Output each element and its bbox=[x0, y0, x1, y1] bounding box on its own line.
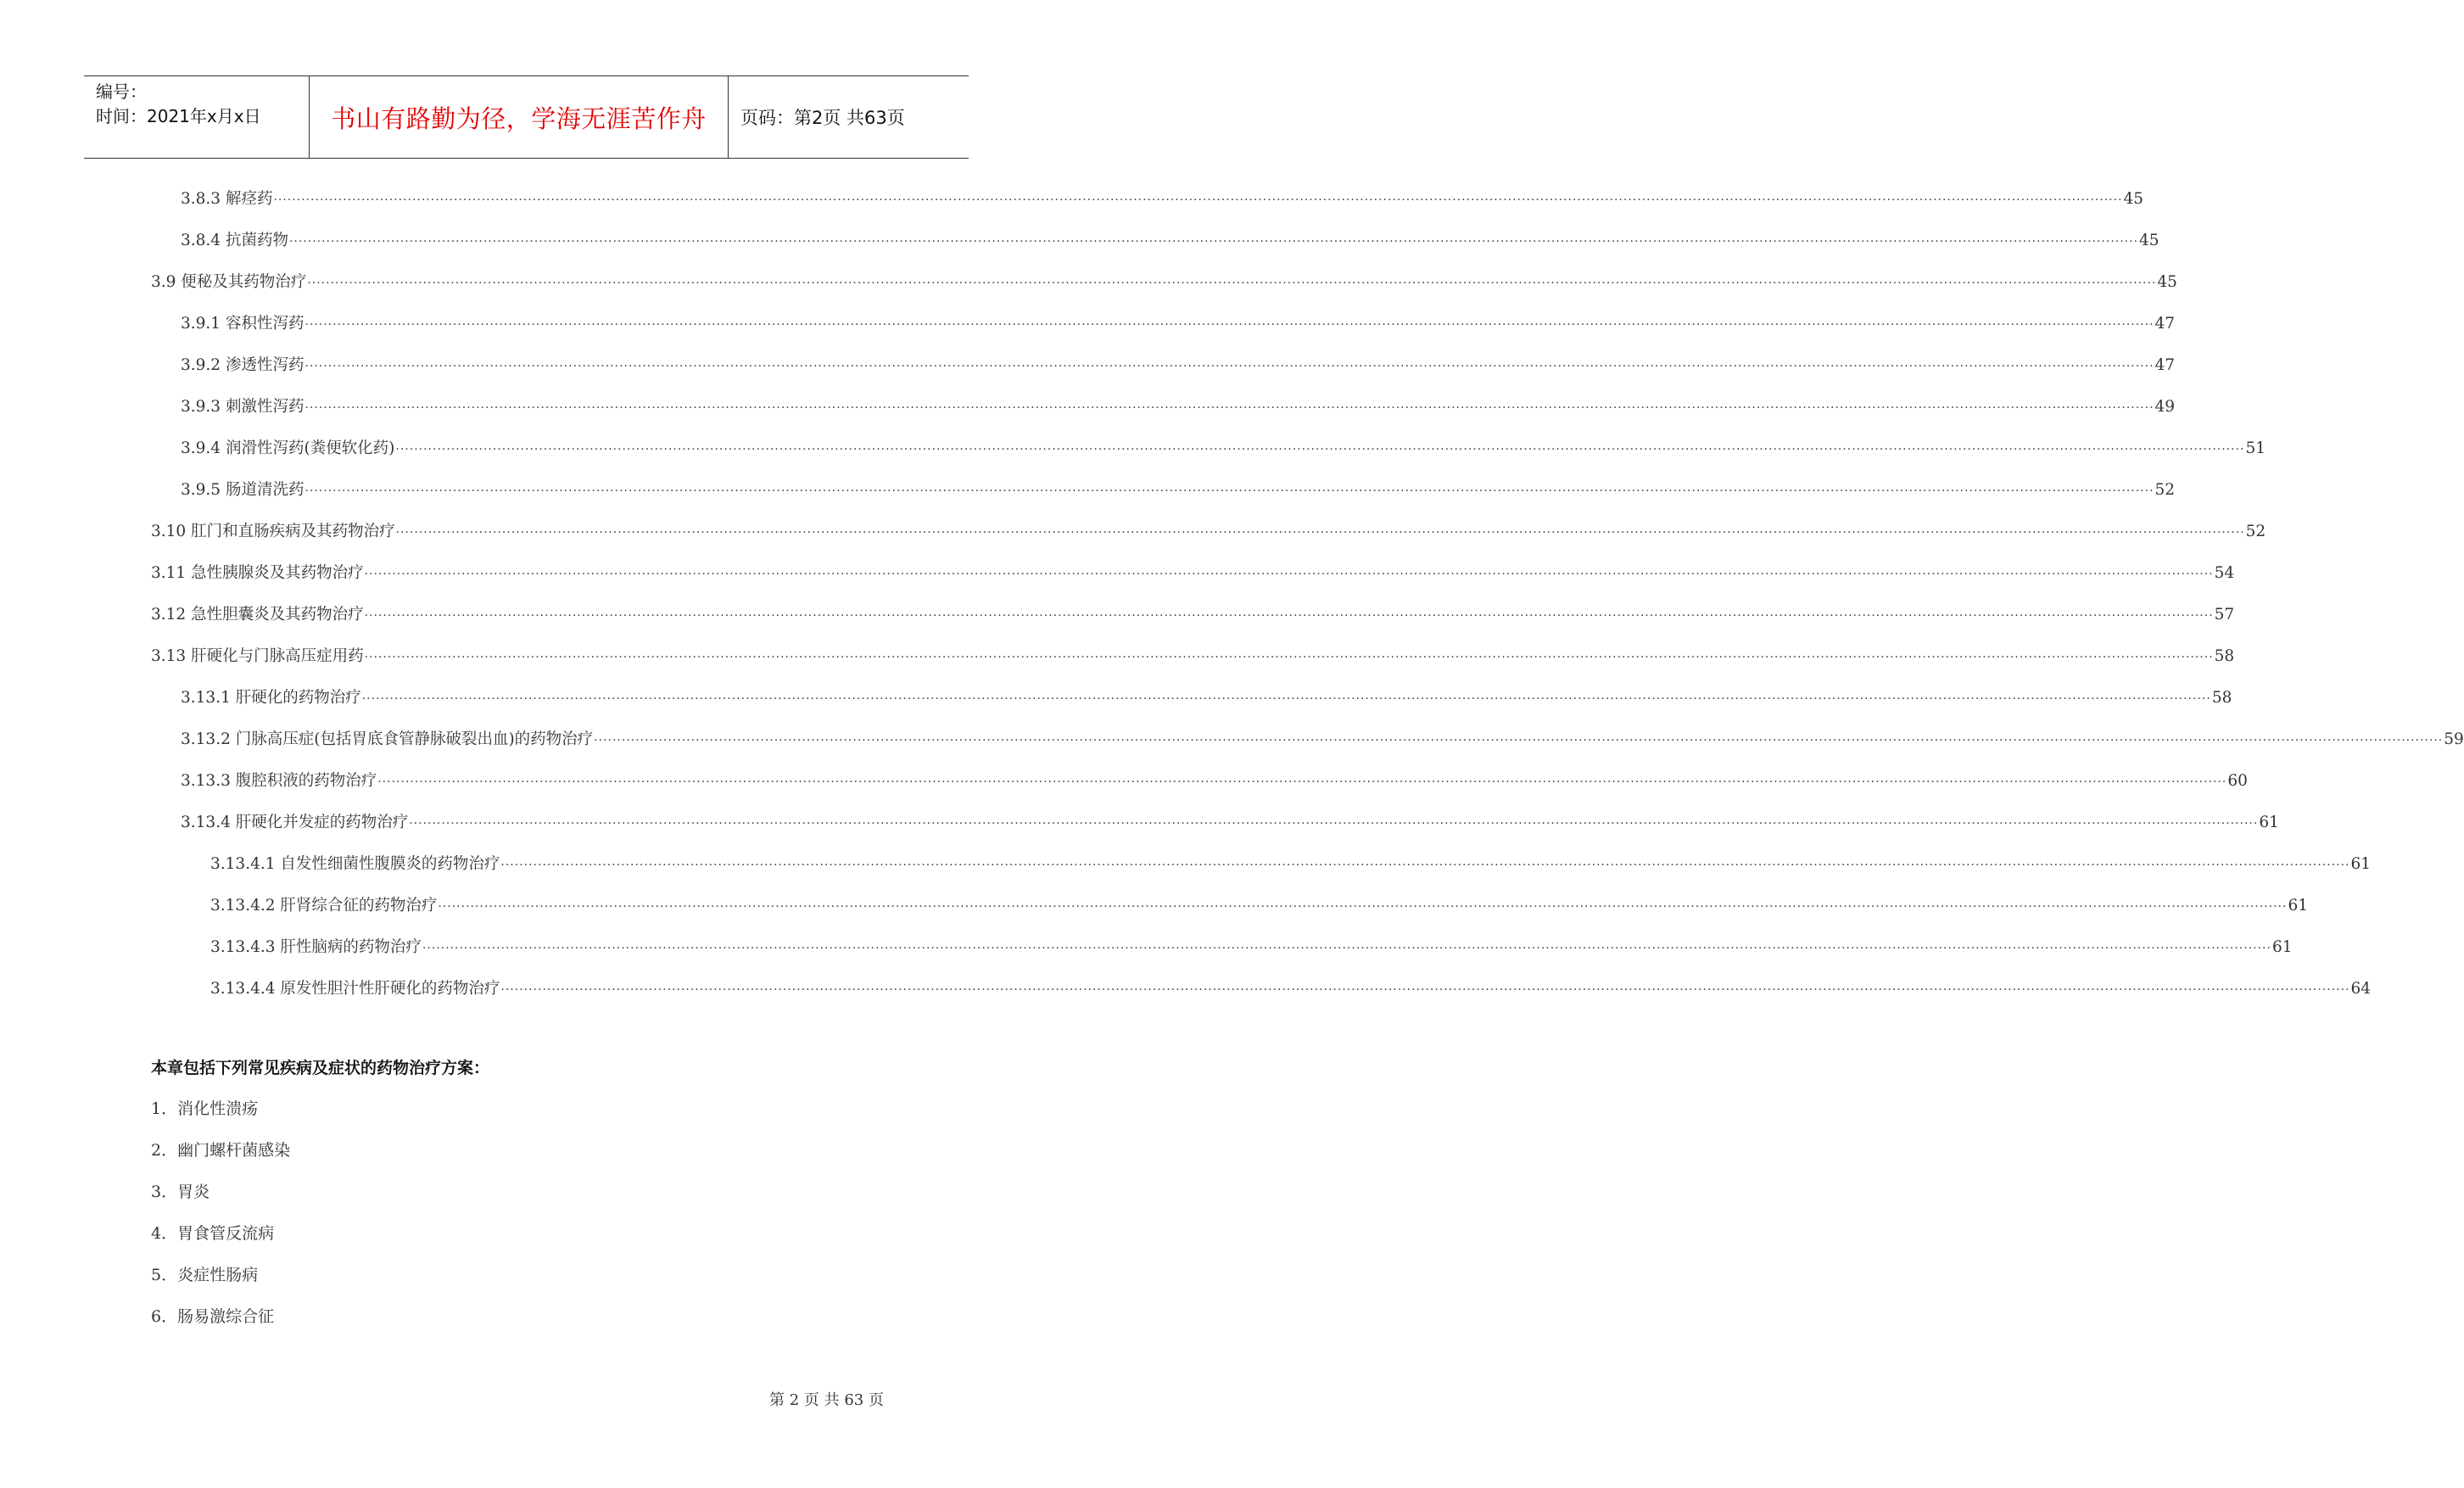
toc-entry[interactable] bbox=[181, 685, 2232, 711]
toc-leader-dots: ················································································································································································································································································································································································································ bbox=[395, 443, 2245, 456]
toc-entry[interactable] bbox=[181, 769, 2248, 794]
list-item: 5．炎症性肠病 bbox=[151, 1266, 259, 1284]
toc-entry[interactable] bbox=[181, 727, 2464, 752]
toc-entry[interactable] bbox=[210, 976, 2372, 1002]
toc-entry-page: 59 bbox=[2444, 730, 2464, 748]
toc-entry[interactable] bbox=[151, 270, 2177, 295]
toc-leader-dots: ················································································································································································································································································································································································································ bbox=[305, 360, 2154, 373]
toc-entry[interactable] bbox=[151, 519, 2266, 545]
toc-leader-dots: ················································································································································································································································································································································································································ bbox=[395, 526, 2245, 540]
toc-entry[interactable] bbox=[181, 810, 2279, 836]
toc-leader-dots: ················································································································································································································································································································································································································ bbox=[364, 651, 2214, 664]
list-item: 3．胃炎 bbox=[151, 1183, 210, 1201]
header-meta bbox=[84, 76, 309, 158]
toc-entry[interactable] bbox=[181, 187, 2144, 212]
toc-entry-page: 47 bbox=[2154, 356, 2176, 374]
toc-entry-page: 58 bbox=[2214, 647, 2235, 665]
list-item: 6．肠易激综合征 bbox=[151, 1307, 275, 1326]
toc-entry[interactable] bbox=[210, 893, 2308, 919]
page-footer: 第 2 页 共 63 页 bbox=[769, 1391, 884, 1409]
toc-entry[interactable] bbox=[181, 353, 2176, 378]
section-title: 本章包括下列常见疾病及症状的药物治疗方案： bbox=[151, 1059, 490, 1077]
toc-entry[interactable] bbox=[210, 852, 2372, 877]
toc-entry-title: 3.9 便秘及其药物治疗 bbox=[151, 273, 307, 291]
toc-entry-page: 60 bbox=[2227, 772, 2248, 790]
toc-entry-page: 61 bbox=[2271, 938, 2293, 956]
toc-entry-title: 3.10 肛门和直肠疾病及其药物治疗 bbox=[151, 523, 395, 540]
toc-entry-page: 57 bbox=[2214, 606, 2235, 624]
toc-entry-page: 51 bbox=[2245, 439, 2266, 457]
toc-leader-dots: ················································································································································································································································································································································································································ bbox=[305, 401, 2154, 415]
toc-leader-dots: ················································································································································································································································································································································································································ bbox=[377, 775, 2227, 789]
toc-leader-dots: ················································································································································································································································································································································································································ bbox=[500, 859, 2350, 872]
toc-leader-dots: ················································································································································································································································································································································································································ bbox=[364, 609, 2214, 623]
toc-leader-dots: ················································································································································································································································································································································································································ bbox=[594, 734, 2444, 747]
number-label: 编号： bbox=[96, 81, 147, 102]
toc-leader-dots: ················································································································································································································································································································································································································ bbox=[500, 983, 2350, 997]
toc-leader-dots: ················································································································································································································································································································································································································ bbox=[273, 193, 2123, 207]
toc-entry-page: 47 bbox=[2154, 315, 2176, 333]
toc-entry-page: 61 bbox=[2350, 855, 2372, 873]
toc-leader-dots: ················································································································································································································································································································································································································ bbox=[307, 277, 2157, 290]
toc-entry-page: 52 bbox=[2154, 481, 2176, 499]
toc-entry-page: 45 bbox=[2157, 273, 2177, 291]
toc-entry-title: 3.13.4.1 自发性细菌性腹膜炎的药物治疗 bbox=[210, 855, 500, 873]
toc-leader-dots: ················································································································································································································································································································································································································ bbox=[361, 692, 2211, 706]
toc-entry[interactable] bbox=[151, 644, 2235, 669]
toc-entry-title: 3.9.5 肠道清洗药 bbox=[181, 481, 305, 499]
toc-entry-title: 3.13 肝硬化与门脉高压症用药 bbox=[151, 647, 364, 665]
toc-entry-page: 61 bbox=[2259, 814, 2279, 831]
header-motto: 书山有路勤为径，学海无涯苦作舟 bbox=[309, 76, 729, 158]
header-page-info: 页码：第2页 共63页 bbox=[740, 108, 905, 128]
toc-entry-page: 54 bbox=[2214, 564, 2235, 582]
toc-leader-dots: ················································································································································································································································································································································································································ bbox=[305, 484, 2154, 498]
toc-entry-title: 3.13.4.2 肝肾综合征的药物治疗 bbox=[210, 897, 438, 915]
toc-entry[interactable] bbox=[151, 561, 2235, 586]
toc-entry-page: 58 bbox=[2211, 689, 2232, 707]
toc-leader-dots: ················································································································································································································································································································································································································ bbox=[422, 942, 2271, 955]
toc-entry[interactable] bbox=[181, 311, 2176, 337]
toc-entry-title: 3.13.3 腹腔积液的药物治疗 bbox=[181, 772, 377, 790]
toc-entry-title: 3.9.2 渗透性泻药 bbox=[181, 356, 305, 374]
toc-entry[interactable] bbox=[181, 394, 2176, 420]
toc-entry-page: 61 bbox=[2288, 897, 2308, 915]
toc-entry-title: 3.9.3 刺激性泻药 bbox=[181, 398, 305, 416]
toc-entry-page: 64 bbox=[2350, 980, 2372, 998]
toc-entry-title: 3.12 急性胆囊炎及其药物治疗 bbox=[151, 606, 364, 624]
toc-leader-dots: ················································································································································································································································································································································································································ bbox=[288, 235, 2139, 249]
toc-entry[interactable] bbox=[181, 228, 2159, 254]
time-label: 时间：2021年x月x日 bbox=[96, 106, 261, 126]
toc-entry-page: 52 bbox=[2245, 523, 2266, 540]
toc-entry-title: 3.13.1 肝硬化的药物治疗 bbox=[181, 689, 361, 707]
toc-entry[interactable] bbox=[151, 602, 2235, 628]
toc-entry-page: 45 bbox=[2123, 190, 2144, 208]
toc-entry-title: 3.13.4.4 原发性胆汁性肝硬化的药物治疗 bbox=[210, 980, 500, 998]
toc-entry-title: 3.8.4 抗菌药物 bbox=[181, 232, 288, 249]
toc-entry-page: 49 bbox=[2154, 398, 2176, 416]
toc-entry-title: 3.13.2 门脉高压症(包括胃底食管静脉破裂出血)的药物治疗 bbox=[181, 730, 594, 748]
toc-entry[interactable] bbox=[181, 436, 2266, 462]
toc-entry-page: 45 bbox=[2139, 232, 2159, 249]
toc-entry[interactable] bbox=[181, 478, 2176, 503]
toc-entry-title: 3.11 急性胰腺炎及其药物治疗 bbox=[151, 564, 364, 582]
toc-entry-title: 3.8.3 解痉药 bbox=[181, 190, 273, 208]
toc-entry-title: 3.13.4.3 肝性脑病的药物治疗 bbox=[210, 938, 422, 956]
list-item: 2．幽门螺杆菌感染 bbox=[151, 1141, 291, 1160]
toc-entry-title: 3.13.4 肝硬化并发症的药物治疗 bbox=[181, 814, 409, 831]
toc-leader-dots: ················································································································································································································································································································································································································ bbox=[364, 568, 2214, 581]
toc-leader-dots: ················································································································································································································································································································································································································ bbox=[438, 900, 2288, 914]
page-header bbox=[84, 76, 969, 159]
toc-entry-title: 3.9.4 润滑性泻药(粪便软化药) bbox=[181, 439, 395, 457]
toc-entry-title: 3.9.1 容积性泻药 bbox=[181, 315, 305, 333]
toc-leader-dots: ················································································································································································································································································································································································································ bbox=[305, 318, 2154, 332]
list-item: 4．胃食管反流病 bbox=[151, 1224, 275, 1243]
toc-entry[interactable] bbox=[210, 935, 2293, 960]
list-item: 1．消化性溃疡 bbox=[151, 1099, 259, 1118]
toc-leader-dots: ················································································································································································································································································································································································································ bbox=[409, 817, 2259, 831]
